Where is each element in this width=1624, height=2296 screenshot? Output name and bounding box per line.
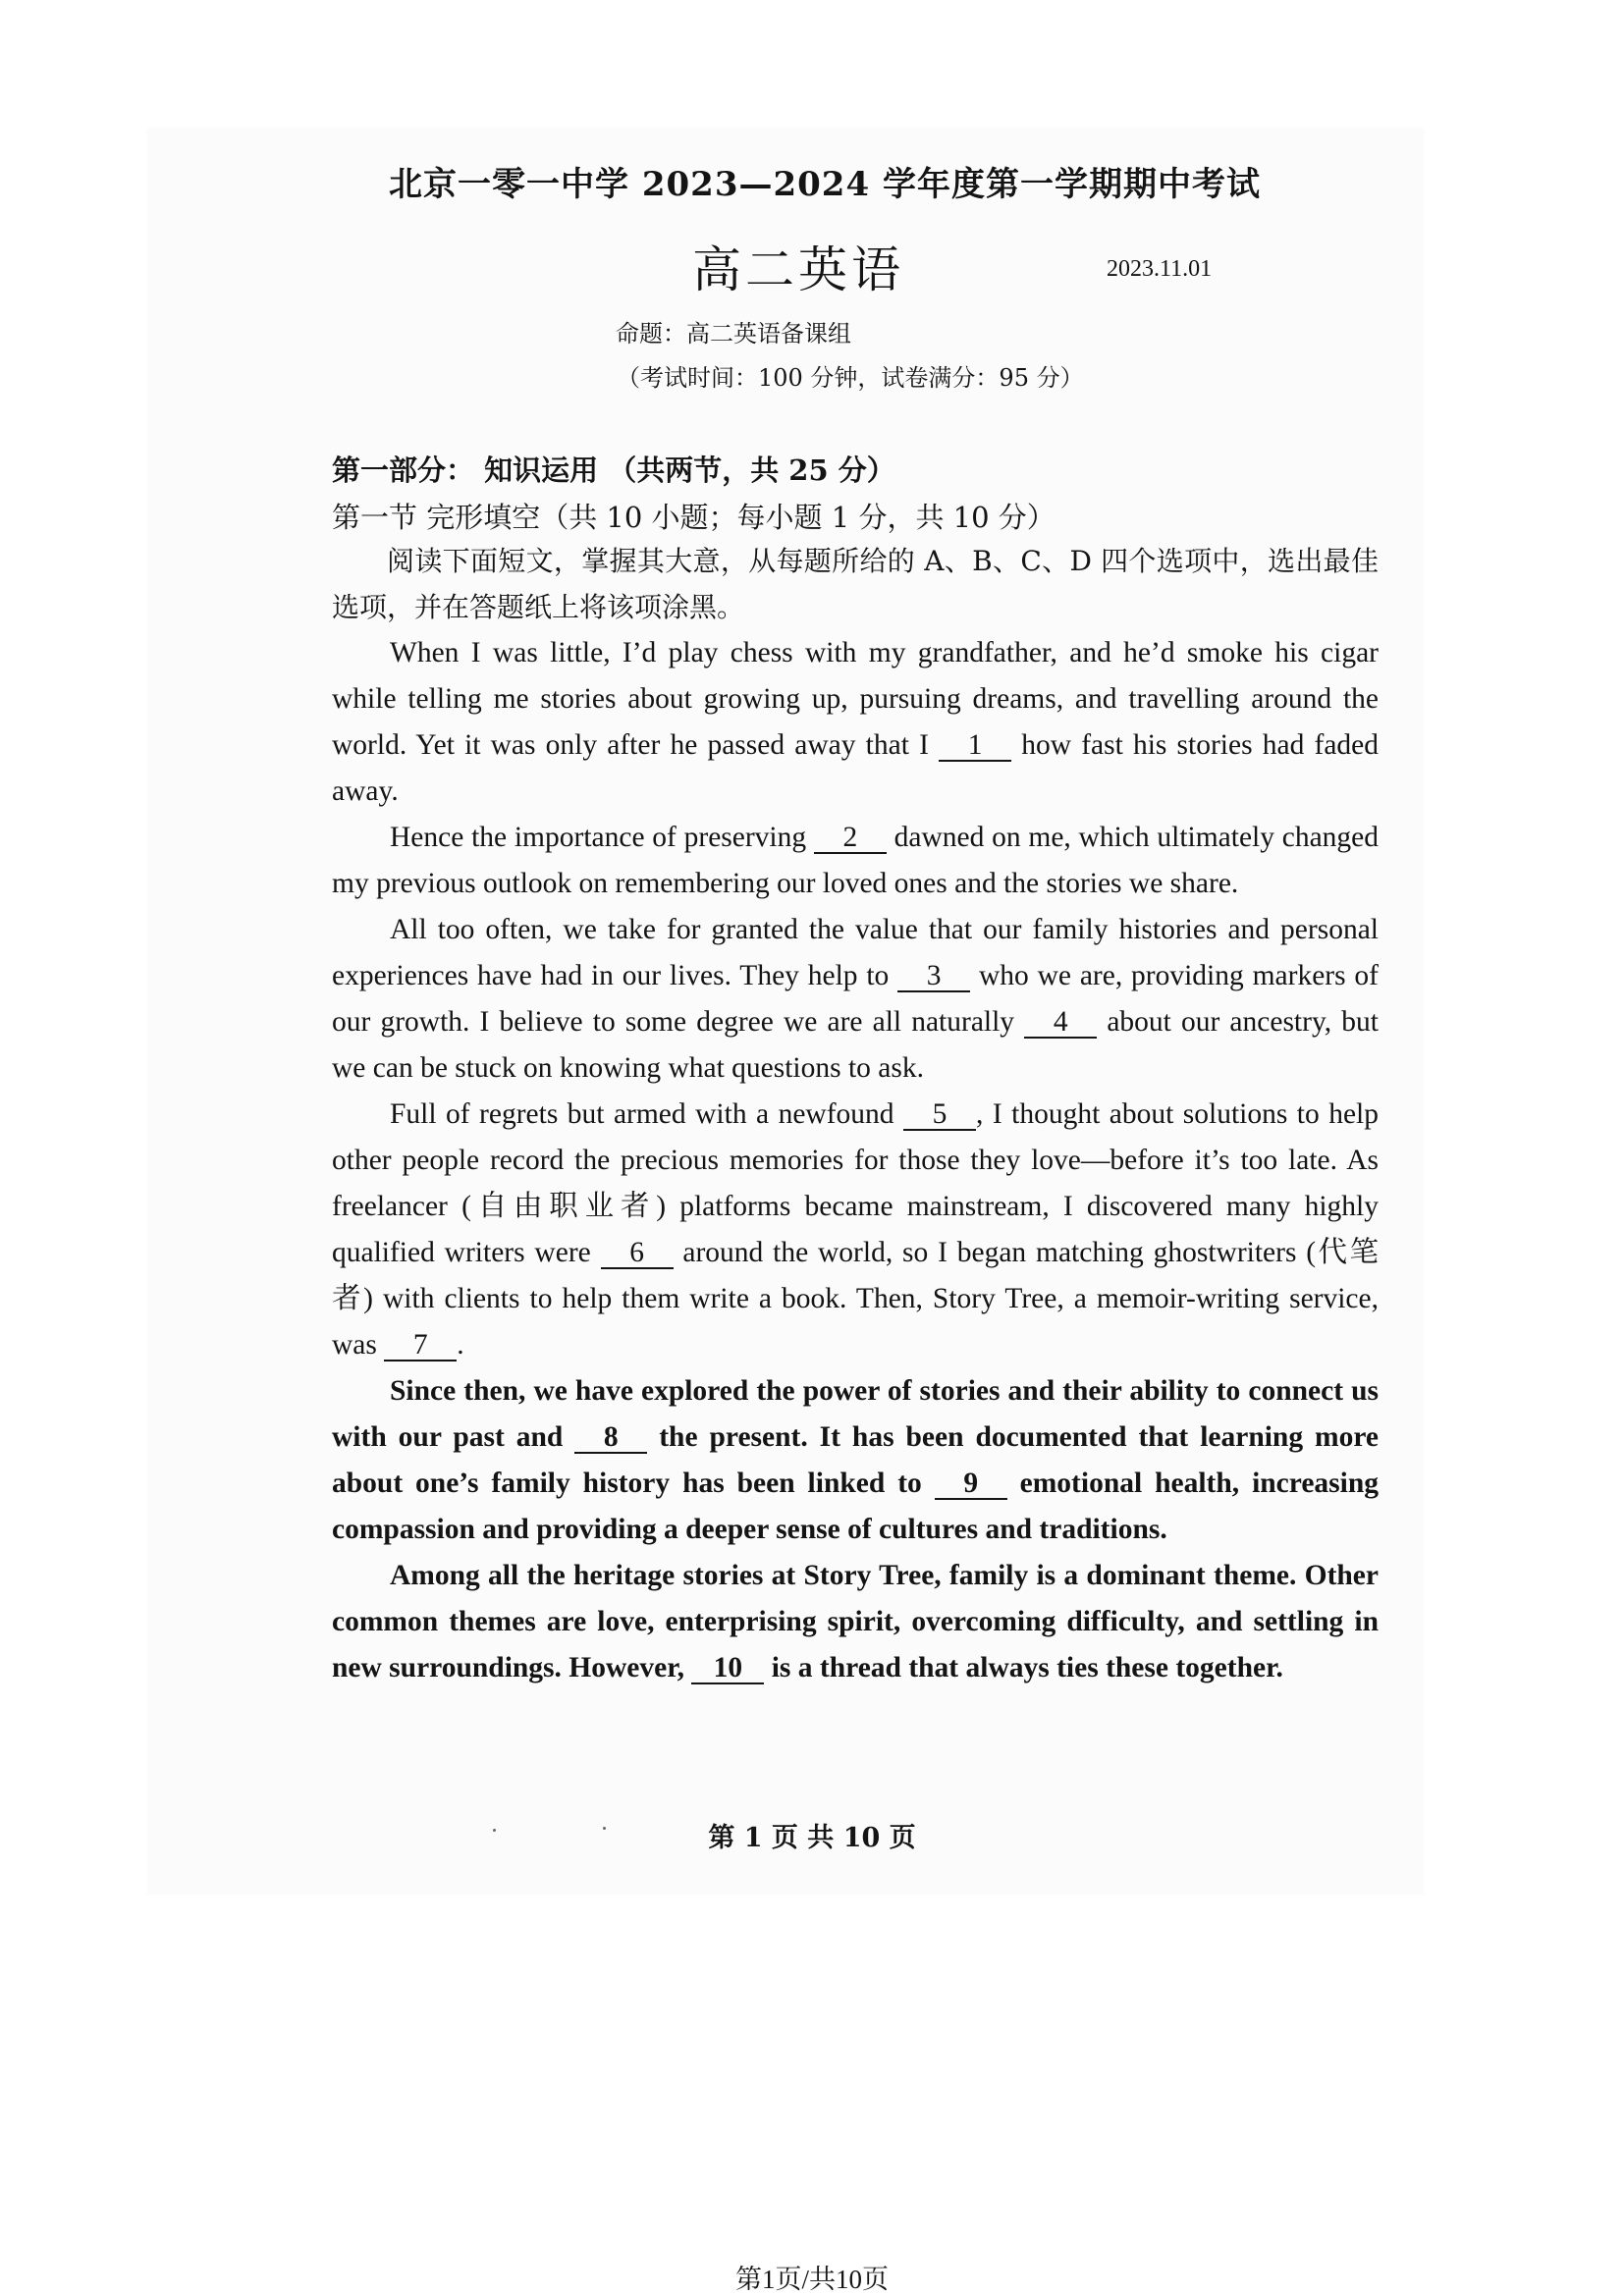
text: Hence the importance of preserving [390,822,807,853]
paragraph-2 [332,815,1379,907]
paragraph-3 [332,907,1379,1092]
paragraph-5 [332,1368,1379,1553]
text: All too often, we take for granted the value that our family histories and personal experiences have had in our lives. They help to [332,914,1379,991]
text: the present. It has been documented that learning more about one’s family history has been linked to [332,1421,1380,1499]
section-title: 第一节 完形填空（共 10 小题；每小题 1 分，共 10 分） [332,501,1056,534]
text: When I was little, I’d play chess with my grandfather, and he’d smoke his cigar while telling me stories about growing up, pursuing dreams, and travelling around the world. Yet it was only after he passed away that I [332,637,1379,761]
blank-9: 9 [935,1468,1007,1500]
subject-row [0,231,1624,299]
exam-title: 北京一零一中学 2023—2024 学年度第一学期期中考试 [389,165,1261,204]
paragraph-1 [332,630,1379,815]
blank-2: 2 [814,823,887,854]
part-title: 第一部分： 知识运用 （共两节，共 25 分） [332,454,895,487]
text: about our ancestry, but we can be stuck on knowing what questions to ask. [332,1006,1379,1084]
text: around the world, so I began matching ghostwriters (代笔者) with clients to help them write a book. Then, Story Tree, a memoir-writing service, was [332,1237,1379,1361]
text: emotional health, increasing compassion and providing a deeper sense of cultures and traditions. [332,1468,1380,1545]
cloze-passage [332,538,1379,1691]
scan-speck [493,1829,496,1832]
page-number: 第 1 页 共 10 页 [708,1823,916,1853]
text: how fast his stories had faded away. [332,729,1380,807]
exam-date: 2023.11.01 [1107,256,1213,282]
text: Among all the heritage stories at Story Tree, family is a dominant theme. Other common themes are love, enterprising spirit, overcoming difficulty, and settling in new surroundings. However, [332,1560,1379,1683]
text: who we are, providing markers of our growth. I believe to some degree we are all naturally [332,960,1379,1038]
instruction: 阅读下面短文，掌握其大意，从每题所给的 A、B、C、D 四个选项中，选出最佳选项，并在答题纸上将该项涂黑。 [332,545,1379,623]
blank-1: 1 [939,730,1011,762]
blank-7: 7 [384,1330,457,1362]
blank-10: 10 [691,1653,764,1684]
text: Full of regrets but armed with a newfound [390,1098,894,1130]
text: is a thread that always ties these together. [771,1652,1283,1683]
text: dawned on me, which ultimately changed my previous outlook on remembering our loved ones and the stories we share. [332,822,1380,899]
paragraph-4 [332,1092,1379,1368]
blank-6: 6 [601,1238,674,1269]
blank-8: 8 [574,1422,647,1454]
paragraph-6 [332,1553,1379,1691]
subject-title: 高二英语 [692,241,904,298]
author-line: 命题：高二英语备课组 [616,320,851,347]
text: Since then, we have explored the power of stories and their ability to connect us with our past and [332,1375,1379,1453]
pdf-page-indicator: 第1页/共10页 [734,2265,889,2294]
exam-info: （考试时间：100 分钟，试卷满分：95 分） [617,364,1084,392]
text: , I thought about solutions to help other people record the precious memories for those they love—before it’s too late. As freelancer (自由职业者) platforms became mainstream, I discovered many highly qualified writers were [332,1098,1379,1268]
text: . [457,1329,464,1361]
scan-speck [603,1827,606,1830]
blank-5: 5 [903,1099,976,1131]
blank-3: 3 [897,961,970,992]
blank-4: 4 [1024,1007,1097,1039]
